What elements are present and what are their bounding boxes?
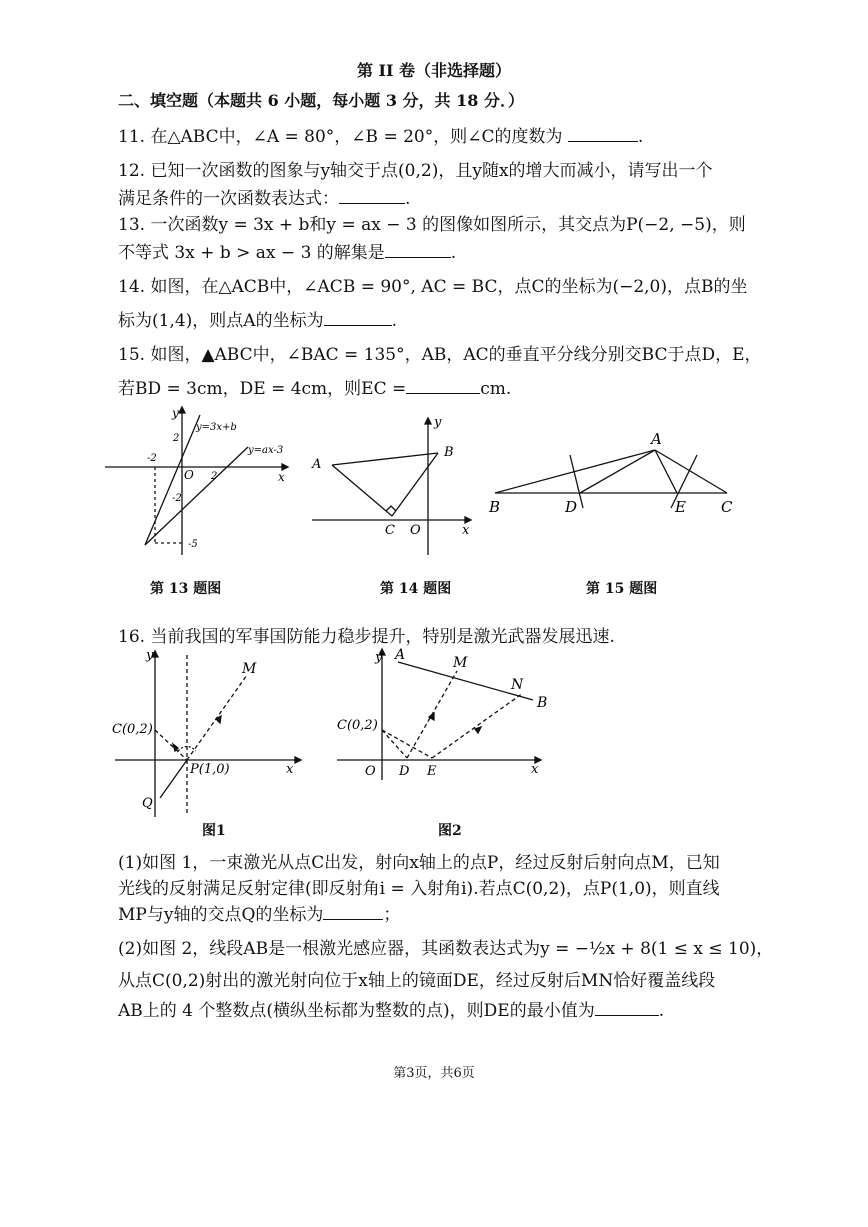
question-15-line1: 15. 如图，▲ABC中，∠BAC = 135°，AB，AC的垂直平分线分别交BC于点D，E，	[118, 345, 762, 365]
figure-14	[310, 410, 480, 560]
fig15-label-c: C	[721, 498, 733, 516]
answer-blank-15[interactable]	[406, 377, 480, 394]
fig2-label-b: B	[537, 695, 548, 711]
fig14-label-c: C	[385, 523, 395, 538]
fig13-y-label: y	[172, 406, 179, 420]
fig15-label-e: E	[675, 498, 686, 516]
fig2-label-c: C(0,2)	[337, 718, 378, 733]
fig13-tick-neg5: -5	[188, 539, 198, 550]
question-13-line1: 13. 一次函数y = 3x + b和y = ax − 3 的图像如图所示，其交点为P(−2, −5)，则	[118, 215, 746, 235]
question-15-line2: 若BD = 3cm，DE = 4cm，则EC = cm.	[118, 379, 512, 399]
fig2-label-m: M	[453, 655, 468, 671]
fig1-label-x: x	[286, 762, 294, 777]
fig15-label-a: A	[651, 430, 662, 448]
fig2-label-e: E	[427, 764, 437, 779]
fig14-label-o: O	[410, 523, 421, 538]
fig2-label-o: O	[365, 764, 376, 779]
caption-fig1: 图1	[202, 823, 226, 839]
caption-fig2: 图2	[438, 823, 462, 839]
fig13-tick-neg2y: -2	[172, 493, 182, 504]
fig13-tick-neg2x: -2	[147, 453, 157, 464]
question-14-line1: 14. 如图，在△ACB中，∠ACB = 90°, AC = BC，点C的坐标为(−2,0)，点B的坐	[118, 277, 748, 297]
fig2-label-y: y	[375, 650, 383, 665]
fig14-label-a: A	[312, 457, 322, 472]
caption-fig14: 第 14 题图	[380, 581, 452, 597]
fig15-label-b: B	[489, 498, 501, 516]
answer-blank-13[interactable]	[385, 241, 451, 258]
question-16-part1-line3: MP与y轴的交点Q的坐标为 ；	[118, 905, 401, 925]
question-16-part2-line1: (2)如图 2，线段AB是一根激光感应器，其函数表达式为y = −½x + 8(1 ≤ x ≤ 10)，	[118, 939, 774, 959]
question-11-text: 11. 在△ABC中，∠A = 80°，∠B = 20°，则∠C的度数为	[118, 127, 563, 147]
fig1-label-c: C(0,2)	[112, 722, 153, 737]
fig13-tick-2y: 2	[173, 433, 180, 444]
fig2-label-d: D	[399, 764, 410, 779]
answer-blank-11[interactable]	[568, 125, 638, 142]
figure-16-1	[110, 645, 310, 820]
question-12-line2: 满足条件的一次函数表达式： .	[118, 189, 411, 209]
answer-blank-16-2[interactable]	[595, 999, 659, 1016]
fig2-label-x: x	[531, 762, 539, 777]
page-footer: 第3页，共6页	[393, 1066, 475, 1081]
answer-blank-14[interactable]	[324, 309, 392, 326]
caption-fig13: 第 13 题图	[150, 581, 222, 597]
question-16-intro: 16. 当前我国的军事国防能力稳步提升，特别是激光武器发展迅速.	[118, 627, 615, 647]
fig1-label-m: M	[242, 661, 257, 677]
fig2-label-a: A	[395, 647, 406, 663]
question-11: 11. 在△ABC中，∠A = 80°，∠B = 20°，则∠C的度数为 .	[118, 127, 644, 147]
fig13-line2-label: y=ax-3	[248, 445, 284, 456]
fig14-label-b: B	[444, 445, 454, 460]
fig14-label-x: x	[462, 523, 470, 538]
question-16-part2-line3: AB上的 4 个整数点(横纵坐标都为整数的点)，则DE的最小值为 .	[118, 1001, 665, 1021]
section-heading: 二、填空题（本题共 6 小题，每小题 3 分，共 18 分．）	[118, 91, 524, 110]
figure-15	[485, 430, 745, 530]
question-12-line1: 12. 已知一次函数的图象与y轴交于点(0,2)，且y随x的增大而减小，请写出一个	[118, 161, 713, 181]
fig13-line1-label: y=3x+b	[196, 422, 237, 433]
question-13-line2: 不等式 3x + b > ax − 3 的解集是 .	[118, 243, 457, 263]
answer-blank-12[interactable]	[339, 187, 405, 204]
question-16-part1-line1: (1)如图 1，一束激光从点C出发，射向x轴上的点P，经过反射后射向点M，已知	[118, 853, 720, 873]
fig1-label-p: P(1,0)	[190, 762, 230, 777]
fig13-tick-2x: 2	[211, 471, 218, 482]
fig13-x-label: x	[278, 470, 285, 484]
caption-fig15: 第 15 题图	[586, 581, 658, 597]
fig2-label-n: N	[511, 677, 524, 693]
fig14-label-y: y	[434, 415, 442, 430]
fig1-label-y: y	[146, 648, 154, 663]
question-14-line2: 标为(1,4)，则点A的坐标为 .	[118, 311, 397, 331]
fig15-label-d: D	[565, 498, 578, 516]
figure-13	[100, 405, 290, 565]
answer-blank-16-1[interactable]	[323, 903, 383, 920]
figure-16-2	[335, 645, 565, 785]
question-16-part1-line2: 光线的反射满足反射定律(即反射角i = 入射角i).若点C(0,2)，点P(1,0)，则直线	[118, 879, 720, 899]
question-16-part2-line2: 从点C(0,2)射出的激光射向位于x轴上的镜面DE，经过反射后MN恰好覆盖线段	[118, 971, 716, 991]
fig13-origin-label: O	[184, 468, 194, 482]
fig1-label-q: Q	[142, 796, 153, 811]
paper-title: 第 II 卷（非选择题）	[356, 61, 512, 80]
